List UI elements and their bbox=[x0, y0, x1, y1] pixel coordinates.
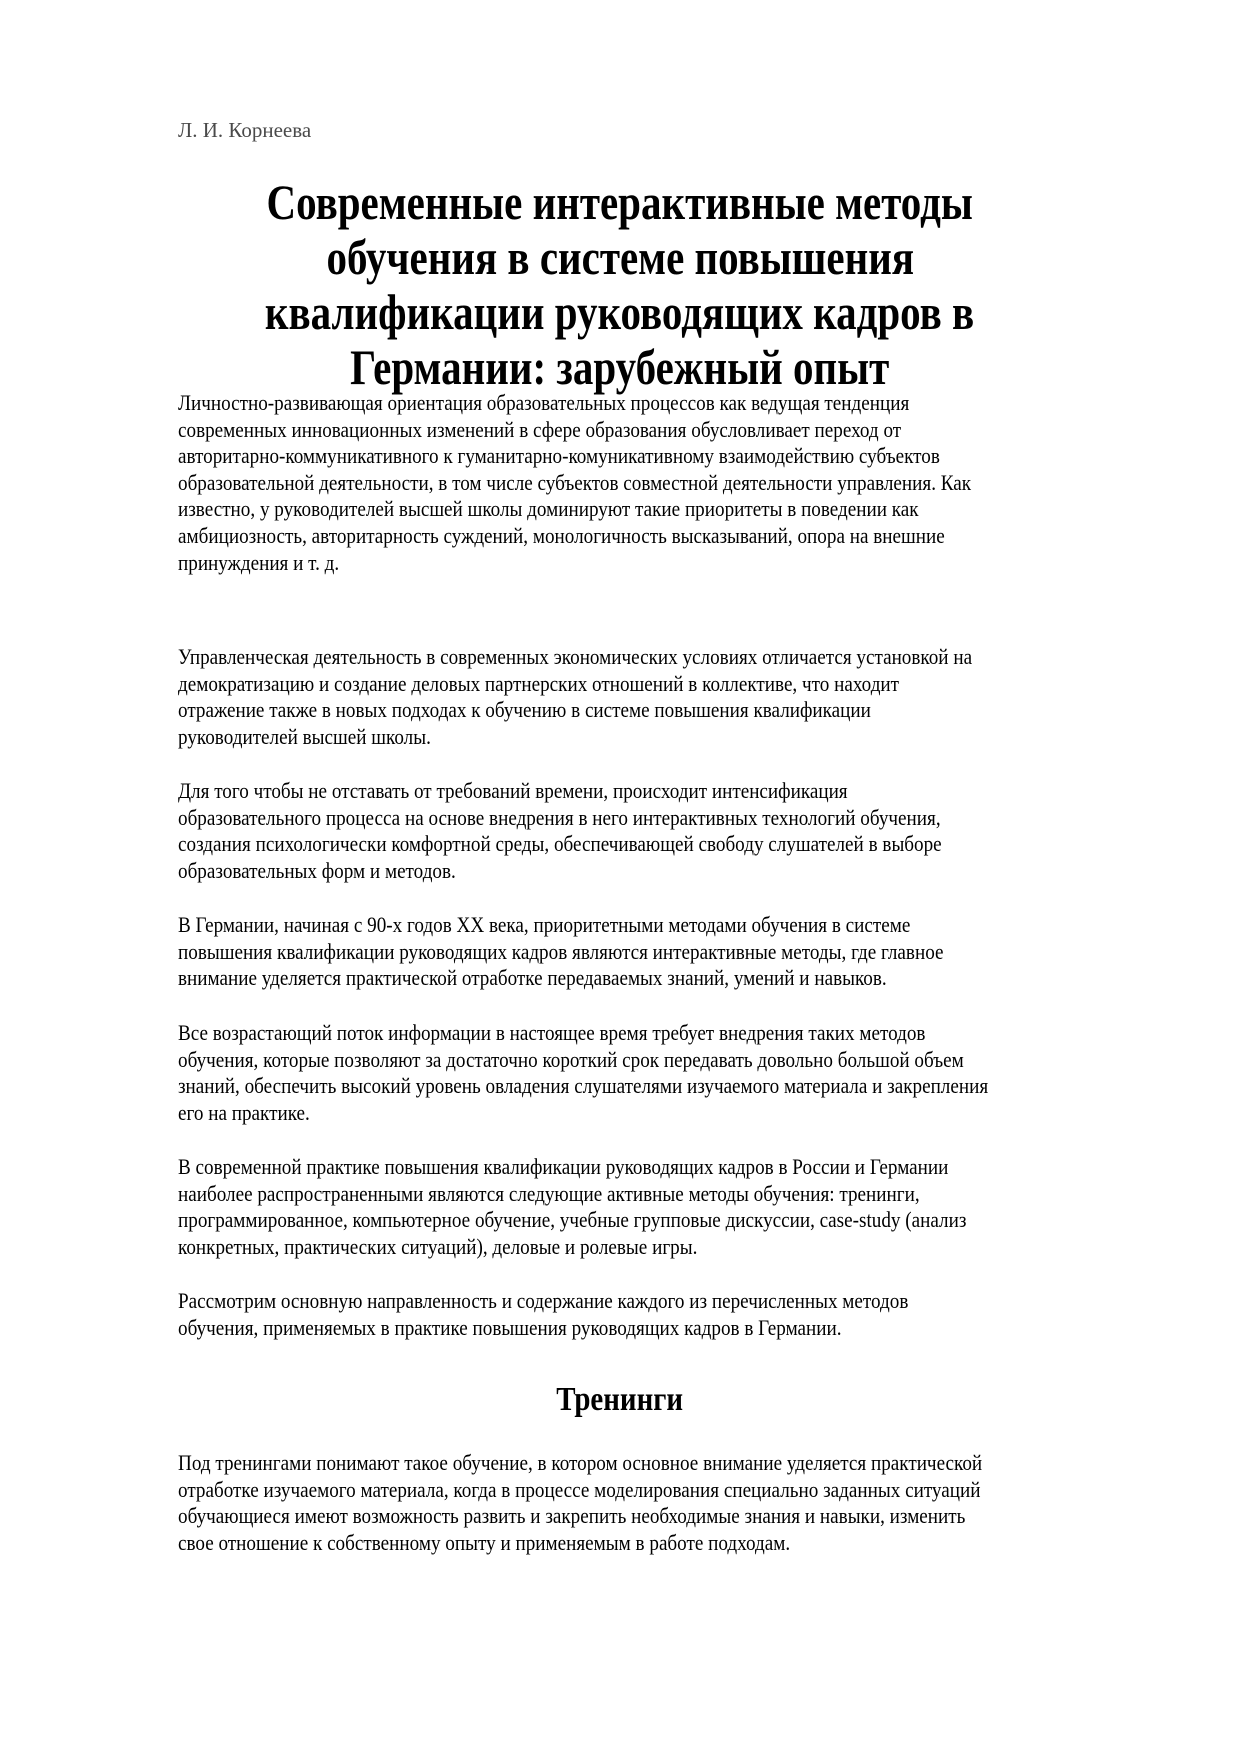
text-line bbox=[178, 1020, 1158, 1047]
text-line bbox=[178, 417, 1158, 444]
text-line bbox=[178, 697, 1158, 724]
paragraph-overview bbox=[178, 1288, 1158, 1341]
text-line bbox=[178, 858, 1158, 885]
text-line bbox=[178, 443, 1158, 470]
text-line bbox=[178, 939, 1158, 966]
line-text: известно, у руководителей высшей школы доминируют такие приоритеты в поведении как bbox=[178, 496, 919, 522]
line-text: отражение также в новых подходах к обучению в системе повышения квалификации bbox=[178, 697, 871, 723]
text-line bbox=[178, 644, 1158, 671]
line-text: амбициозность, авторитарность суждений, монологичность высказываний, опора на внешние bbox=[178, 522, 945, 548]
section-heading-trainings bbox=[0, 1380, 1240, 1420]
line-text: Под тренингами понимают такое обучение, в котором основное внимание уделяется практической bbox=[178, 1450, 983, 1475]
line-text: Личностно-развивающая ориентация образовательных процессов как ведущая тенденция bbox=[178, 390, 910, 415]
text-line bbox=[178, 671, 1158, 698]
title-line bbox=[0, 340, 1240, 395]
section-heading-text: Тренинги bbox=[556, 1381, 684, 1418]
line-text: программированное, компьютерное обучение, учебные групповые дискуссии, case-study (анализ bbox=[178, 1207, 967, 1233]
author-name: Л. И. Корнеева bbox=[178, 118, 312, 142]
text-line bbox=[178, 1100, 1158, 1127]
line-text: авторитарно-коммуникативного к гуманитарно-комуникативному взаимодействию субъектов bbox=[178, 443, 940, 469]
line-text: Все возрастающий поток информации в настоящее время требует внедрения таких методов bbox=[178, 1020, 926, 1045]
title-line-text: Современные интерактивные методы bbox=[266, 174, 974, 230]
paragraph-information-flow bbox=[178, 1020, 1158, 1126]
text-line bbox=[178, 390, 1158, 417]
text-line bbox=[178, 550, 1158, 577]
title-line bbox=[0, 175, 1240, 230]
title-line-text: обучения в системе повышения bbox=[326, 229, 914, 285]
text-line bbox=[178, 724, 1158, 751]
line-text: наиболее распространенными являются следующие активные методы обучения: тренинги, bbox=[178, 1180, 920, 1206]
text-line bbox=[178, 778, 1158, 805]
line-text: демократизацию и создание деловых партнерских отношений в коллективе, что находит bbox=[178, 670, 900, 696]
paragraph-intensification bbox=[178, 778, 1158, 884]
line-text: принуждения и т. д. bbox=[178, 549, 340, 575]
line-text: Управленческая деятельность в современных экономических условиях отличается установкой на bbox=[178, 644, 973, 669]
text-line bbox=[178, 1234, 1158, 1261]
text-line bbox=[178, 1207, 1158, 1234]
text-line bbox=[178, 1154, 1158, 1181]
line-text: его на практике. bbox=[178, 1099, 310, 1125]
text-line bbox=[178, 523, 1158, 550]
line-text: свое отношение к собственному опыту и применяемым в работе подходам. bbox=[178, 1529, 791, 1555]
text-line bbox=[178, 1288, 1158, 1315]
document-title bbox=[0, 175, 1240, 395]
paragraph-active-methods bbox=[178, 1154, 1158, 1260]
text-line bbox=[178, 831, 1158, 858]
text-line bbox=[178, 1503, 1158, 1530]
text-line bbox=[178, 912, 1158, 939]
line-text: конкретных, практических ситуаций), деловые и ролевые игры. bbox=[178, 1233, 698, 1259]
line-text: отработке изучаемого материала, когда в процессе моделирования специально заданных ситуаций bbox=[178, 1476, 981, 1502]
text-line bbox=[178, 1530, 1158, 1557]
line-text: повышения квалификации руководящих кадров являются интерактивные методы, где главное bbox=[178, 938, 944, 964]
title-line bbox=[0, 285, 1240, 340]
text-line bbox=[178, 1181, 1158, 1208]
line-text: внимание уделяется практической отработке передаваемых знаний, умений и навыков. bbox=[178, 965, 887, 991]
line-text: руководителей высшей школы. bbox=[178, 723, 431, 749]
title-line bbox=[0, 230, 1240, 285]
paragraph-management bbox=[178, 644, 1158, 750]
line-text: В Германии, начиная с 90-х годов XX века, приоритетными методами обучения в системе bbox=[178, 912, 911, 937]
text-line bbox=[178, 1073, 1158, 1100]
line-text: современных инновационных изменений в сфере образования обусловливает переход от bbox=[178, 416, 902, 442]
text-line bbox=[178, 1315, 1158, 1342]
text-line bbox=[178, 1477, 1158, 1504]
title-line-text: Германии: зарубежный опыт bbox=[350, 339, 890, 395]
line-text: образовательного процесса на основе внедрения в него интерактивных технологий обучения, bbox=[178, 804, 941, 830]
line-text: Рассмотрим основную направленность и содержание каждого из перечисленных методов bbox=[178, 1288, 909, 1313]
line-text: знаний, обеспечить высокий уровень овладения слушателями изучаемого материала и закрепления bbox=[178, 1073, 989, 1099]
text-line bbox=[178, 496, 1158, 523]
paragraph-trainings bbox=[178, 1450, 1158, 1556]
line-text: обучающиеся имеют возможность развить и закрепить необходимые знания и навыки, изменить bbox=[178, 1503, 966, 1529]
line-text: обучения, применяемых в практике повышения руководящих кадров в Германии. bbox=[178, 1314, 842, 1340]
text-line bbox=[178, 965, 1158, 992]
text-line bbox=[178, 470, 1158, 497]
text-line bbox=[178, 805, 1158, 832]
line-text: Для того чтобы не отставать от требований времени, происходит интенсификация bbox=[178, 778, 848, 803]
text-line bbox=[178, 1450, 1158, 1477]
paragraph-intro bbox=[178, 390, 1158, 576]
paragraph-germany bbox=[178, 912, 1158, 992]
title-line-text: квалификации руководящих кадров в bbox=[265, 284, 975, 340]
line-text: В современной практике повышения квалификации руководящих кадров в России и Германии bbox=[178, 1154, 949, 1179]
line-text: образовательных форм и методов. bbox=[178, 857, 456, 883]
line-text: обучения, которые позволяют за достаточно короткий срок передавать довольно большой объем bbox=[178, 1046, 964, 1072]
line-text: создания психологически комфортной среды, обеспечивающей свободу слушателей в выборе bbox=[178, 831, 942, 857]
text-line bbox=[178, 1047, 1158, 1074]
line-text: образовательной деятельности, в том числе субъектов совместной деятельности управления. Как bbox=[178, 469, 972, 495]
